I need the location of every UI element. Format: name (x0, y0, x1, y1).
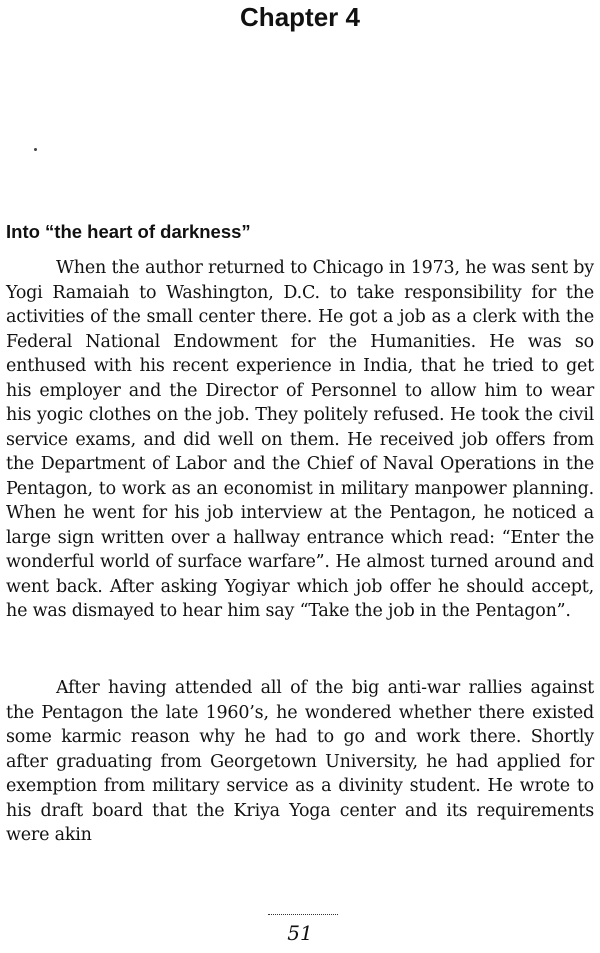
footer-rule (268, 914, 338, 915)
chapter-title: Chapter 4 (240, 2, 360, 32)
page-number: 51 (287, 921, 313, 945)
section-heading: Into “the heart of darkness” (6, 221, 251, 242)
stray-dot (34, 148, 37, 151)
paragraph-1: When the author returned to Chicago in 1973, he was sent by Yogi Ramaiah to Washington, D.C. to take responsibility for the activities of the small center there. He got a job as a clerk with the Federal National Endowment for the Humanities. He was so enthused with his recent experience in India, that he tried to get his employer and the Director of Personnel to allow him to wear his yogic clothes on the job. They politely refused. He took the civil service exams, and did well on them. He received job offers from the Department of Labor and the Chief of Naval Operations in the Pentagon, to work as an economist in military manpower planning. When he went for his job interview at the Pentagon, he noticed a large sign written over a hallway entrance which read: “Enter the wonderful world of surface warfare”. He almost turned around and went back. After asking Yogiyar which job offer he should accept, he was dismayed to hear him say “Take the job in the Pentagon”. (6, 258, 594, 621)
paragraph-2: After having attended all of the big anti-war rallies against the Pentagon the late 1960’s, he wondered whether there existed some karmic reason why he had to go and work there. Shortly after graduating from Georgetown University, he had applied for exemption from military service as a divinity student. He wrote to his draft board that the Kriya Yoga center and its requirements were akin (6, 678, 594, 845)
